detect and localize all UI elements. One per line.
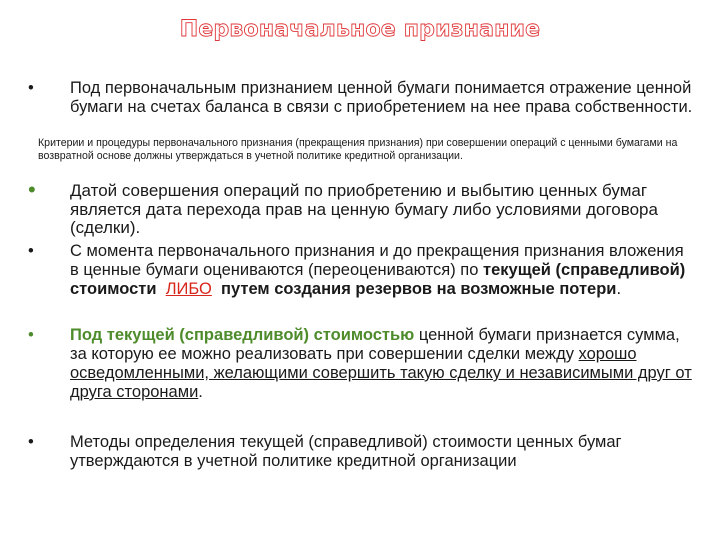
- bullet-marker: •: [28, 177, 36, 202]
- valuation-text: С момента первоначального признания и до прекращения признания вложения в ценные бумаги оцениваются (переоцениваются) по: [70, 242, 684, 279]
- definition-end: .: [198, 383, 203, 401]
- or-emphasis: ЛИБО: [165, 280, 212, 298]
- reserves-emphasis: путем создания резервов на возможные потери: [221, 280, 617, 298]
- valuation-end: .: [616, 280, 622, 298]
- bullet-marker: •: [28, 326, 34, 344]
- parties-underlined: хорошо осведомленными, желающими совершить такую сделку и независимыми друг от друга сторонами: [70, 345, 692, 401]
- paragraph-fair-value-definition: [70, 326, 695, 402]
- note-criteria: Критерии и процедуры первоначального признания (прекращения признания) при совершении операций с ценными бумагами на возвратной основе должны утверждаться в учетной политике кредитной организации.: [38, 137, 678, 162]
- paragraph-valuation: [70, 242, 695, 299]
- page-title: Первоначальное признание: [179, 17, 541, 42]
- fair-value-term: Под текущей (справедливой) стоимостью: [70, 326, 415, 344]
- bullet-marker: •: [28, 79, 34, 97]
- bullet-marker: •: [28, 433, 34, 451]
- definition-text: ценной бумаги признается сумма, за которую ее можно реализовать при совершении сделки между: [70, 326, 680, 363]
- paragraph-methods: Методы определения текущей (справедливой) стоимости ценных бумаг утверждаются в учетной политике кредитной организации: [70, 433, 622, 470]
- bullet-marker: •: [28, 242, 34, 260]
- paragraph-initial-recognition: Под первоначальным признанием ценной бумаги понимается отражение ценной бумаги на счетах баланса в связи с приобретением на нее права собственности.: [70, 79, 693, 116]
- fair-value-emphasis: текущей (справедливой) стоимости: [70, 261, 686, 298]
- paragraph-operation-date: Датой совершения операций по приобретению и выбытию ценных бумаг является дата перехода прав на ценную бумагу либо условиями договора (сделки).: [70, 181, 658, 237]
